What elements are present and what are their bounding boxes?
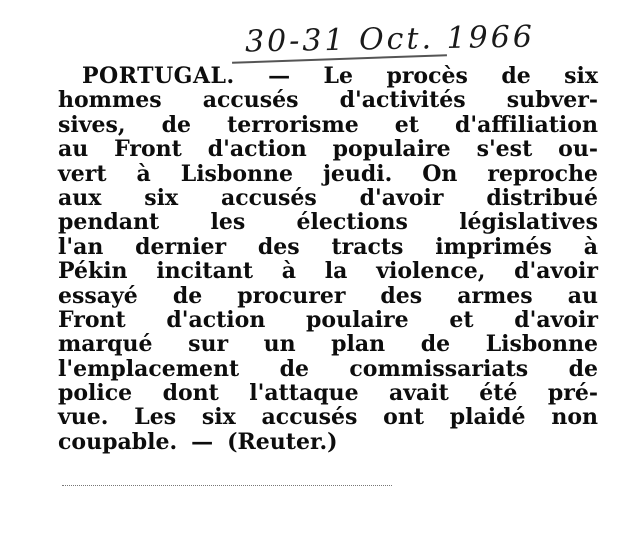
article-line — [58, 357, 598, 381]
article-word: de — [172, 282, 203, 309]
article-word: reproche — [487, 160, 598, 187]
article-word: sives, — [58, 111, 126, 138]
headline-word: PORTUGAL. — [82, 63, 235, 89]
article-word: au — [58, 136, 89, 163]
article-word: des — [257, 233, 300, 260]
article-word: sur — [188, 331, 229, 358]
article-word: police — [58, 380, 133, 407]
handwritten-date: 30-31 Oct. 1966 — [244, 19, 536, 60]
article-word: vert — [58, 160, 107, 187]
article-word: avait — [389, 380, 449, 407]
article-line — [58, 308, 598, 332]
article-word: et — [394, 111, 419, 138]
article-word: été — [479, 380, 518, 407]
article-word: un — [263, 331, 296, 358]
article-word: distribué — [486, 184, 598, 211]
article-word: l'attaque — [249, 380, 359, 407]
article-word: accusés — [202, 87, 299, 114]
article-line — [58, 137, 598, 161]
article-word: d'action — [166, 306, 266, 333]
article-word: de — [161, 111, 192, 138]
article-word: l'an — [58, 233, 104, 260]
article-word: l'emplacement — [58, 355, 240, 382]
article-word: élections — [296, 209, 408, 236]
article-word: terrorisme — [227, 111, 359, 138]
article-line — [58, 162, 598, 186]
article-line — [58, 405, 598, 429]
article-word: non — [551, 404, 598, 431]
article-word: d'avoir — [514, 306, 598, 333]
article-word: accusés — [220, 184, 317, 211]
article-line — [58, 64, 598, 88]
article-word: de — [420, 331, 451, 358]
bottom-rule — [62, 485, 392, 486]
article-word: plan — [331, 331, 386, 358]
article-word: (Reuter.) — [227, 428, 338, 455]
article-word: armes — [457, 282, 533, 309]
article-word: à — [281, 258, 297, 285]
article-word: les — [210, 209, 246, 236]
article-word: au — [567, 282, 598, 309]
article-word: à — [136, 160, 151, 187]
article-word: commissariats — [349, 355, 529, 382]
article-word: d'action — [207, 136, 307, 163]
article-word: violence, — [376, 258, 486, 285]
article-line — [58, 210, 598, 234]
article-word: ou- — [558, 136, 598, 163]
article-word: de — [279, 355, 309, 382]
article-word: tracts — [331, 233, 404, 260]
article-word: d'affiliation — [455, 111, 598, 138]
article-word: à — [583, 233, 598, 260]
article-word: marqué — [58, 331, 153, 358]
article-line — [58, 186, 598, 210]
article-word: On — [422, 160, 458, 187]
article-word: aux — [58, 184, 102, 211]
article-word: coupable. — [58, 428, 178, 455]
article-word: vue. — [58, 404, 109, 431]
article-word: et — [449, 306, 474, 333]
article-line — [58, 259, 598, 283]
article-word: six — [564, 63, 598, 89]
article-word: d'activités — [339, 87, 466, 114]
article-line — [58, 381, 598, 405]
article-word: — — [191, 428, 214, 455]
article-word: législatives — [459, 209, 598, 236]
article-word: six — [144, 184, 179, 211]
article-word: de — [568, 355, 598, 382]
article-word: Pékin — [58, 258, 128, 285]
article-word: jeudi. — [322, 160, 393, 187]
article-word: Le — [323, 63, 353, 89]
article-line — [58, 430, 598, 454]
article-word: dernier — [135, 233, 227, 260]
article-word: Lisbonne — [180, 160, 293, 187]
article-word: — — [268, 63, 291, 89]
article-word: essayé — [58, 282, 138, 309]
article-word: s'est — [476, 136, 533, 163]
article-word: Front — [58, 306, 126, 333]
article-word: plaidé — [449, 404, 526, 431]
article-word: Front — [114, 136, 182, 163]
article-line — [58, 235, 598, 259]
article-word: subver- — [506, 87, 598, 114]
article-body — [58, 64, 598, 454]
article-word: procurer — [237, 282, 346, 309]
article-line — [58, 113, 598, 137]
article-word: populaire — [332, 136, 451, 163]
article-word: incitant — [156, 258, 253, 285]
article-word: hommes — [58, 87, 162, 114]
article-word: six — [201, 404, 236, 431]
article-word: d'avoir — [359, 184, 444, 211]
article-line — [58, 332, 598, 356]
article-word: accusés — [261, 404, 358, 431]
article-word: procès — [386, 63, 468, 89]
article-word: ont — [383, 404, 424, 431]
article-word: des — [380, 282, 423, 309]
article-word: Lisbonne — [485, 331, 598, 358]
article-word: Les — [134, 404, 177, 431]
article-word: de — [501, 63, 531, 89]
article-line — [58, 88, 598, 112]
article-word: pré- — [547, 380, 598, 407]
article-word: la — [324, 258, 348, 285]
article-word: d'avoir — [514, 258, 598, 285]
article-word: imprimés — [435, 233, 552, 260]
article-line — [58, 284, 598, 308]
article-word: dont — [162, 380, 219, 407]
article-word: pendant — [58, 209, 160, 236]
article-word: poulaire — [306, 306, 409, 333]
